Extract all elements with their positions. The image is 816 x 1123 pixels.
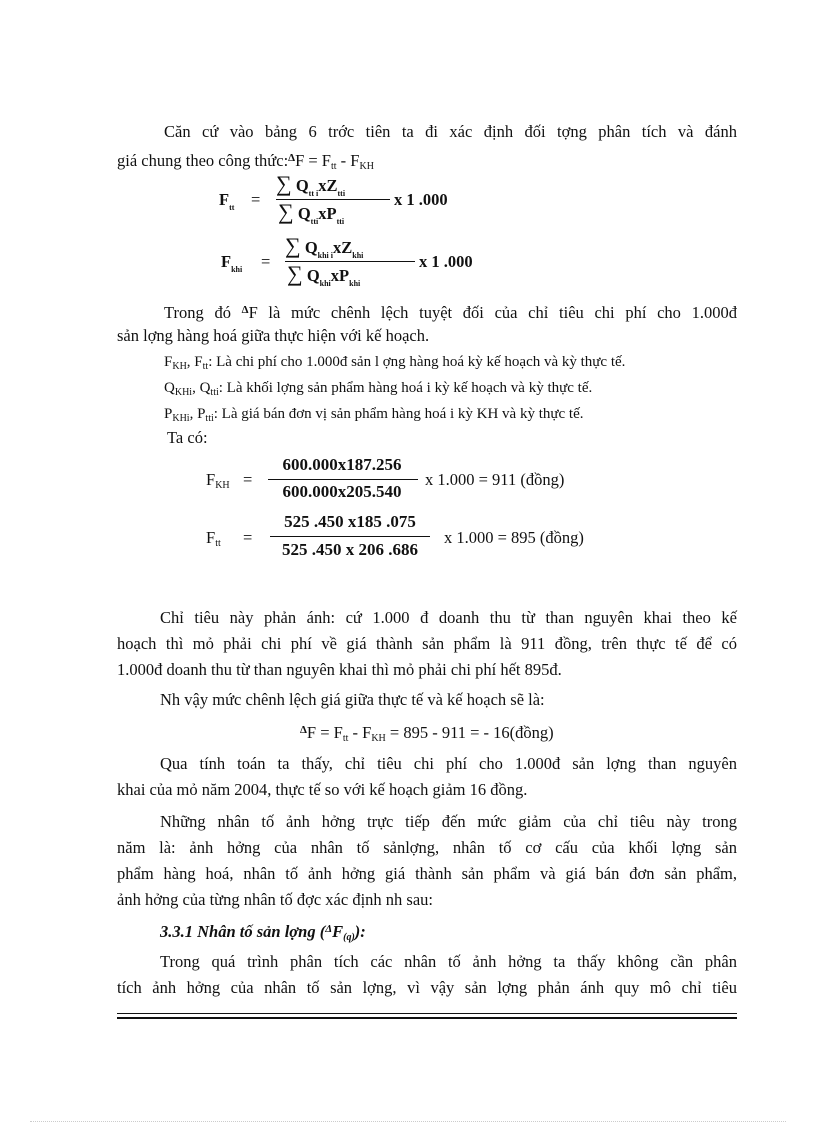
ta-co-label: Ta có: [167,428,208,447]
paragraph-1-line-2: giá chung theo công thức:$^\Delta$F = $F_{tt} - F_{KH}$ [117,151,374,172]
calc-fkh-lhs: $F_{KH}$ [206,470,230,491]
formula-ftt-eq: = [251,190,261,209]
paragraph-3-line-2: hoạch thì mỏ phải chi phí về giá thành sản phẩm là 911 đồng, trên thực tế để có [117,634,737,653]
paragraph-3-line-1: Chỉ tiêu này phản ánh: cứ 1.000 đ doanh thu từ than nguyên khai theo kế [160,608,737,627]
formula-fkh-eq: = [261,252,271,271]
paragraph-6-line-4: ảnh hởng của từng nhân tố đợc xác định nh sau: [117,890,433,909]
calc-ftt-numerator: 525 .450 x185 .075 [284,512,416,531]
formula-fkh-bar [285,261,415,262]
formula-ftt-lhs: $F_{tt}$ [219,190,235,212]
paragraph-1-line-1: Căn cứ vào bảng 6 trớc tiên ta đi xác định đối tợng phân tích và đánh [164,122,737,141]
calc-ftt-denominator: 525 .450 x 206 .686 [282,540,418,559]
paragraph-3-line-3: 1.000đ doanh thu từ than nguyên khai thì mỏ phải chi phí hết 895đ. [117,660,562,679]
paragraph-6-line-2: năm là: ảnh hởng của nhân tố sảnlợng, nhân tố cơ cấu của khối lợng sản [117,838,737,857]
calc-ftt-lhs: $F_{tt}$ [206,528,221,549]
paragraph-4: Nh vậy mức chênh lệch giá giữa thực tế và kế hoạch sẽ là: [160,690,545,709]
formula-fkh-numerator: ∑ $Q_{khi i}xZ_{khi}$ [285,233,364,260]
formula-ftt-numerator: ∑ $Q_{tt i}xZ_{tti}$ [276,171,346,198]
page-bottom-border [30,1121,786,1122]
calc-fkh-result: x 1.000 = 911 (đồng) [425,470,565,489]
paragraph-6-line-1: Những nhân tố ảnh hởng trực tiếp đến mức giảm của chỉ tiêu này trong [160,812,737,831]
formula-fkh-denominator: ∑ $Q_{khi}xP_{khi}$ [287,261,361,288]
section-heading-3-3-1: 3.3.1 Nhân tố sản lợng $(^\Delta F_{(q)})$: [160,922,366,943]
footer-rule-top [117,1013,737,1014]
formula-fkh-multiplier: x 1 .000 [419,252,473,271]
calc-fkh-denominator: 600.000x205.540 [282,482,402,501]
calc-fkh-eq: = [243,470,253,489]
paragraph-2-line-1: Trong đó $^\Delta$F là mức chênh lệch tuyệt đối của chỉ tiêu chi phí cho 1.000đ [164,303,737,322]
delta-symbol: Δ [288,152,296,164]
calc-ftt-result: x 1.000 = 895 (đồng) [444,528,584,547]
paragraph-5-line-2: khai của mỏ năm 2004, thực tế so với kế hoạch giảm 16 đồng. [117,780,528,799]
definition-q: $Q_{KHi}$, $Q_{tti}$: Là khối lợng sản phẩm hàng hoá i kỳ kế hoạch và kỳ thực tế. [164,380,593,398]
formula-ftt-denominator: ∑ $Q_{tti}xP_{tti}$ [278,199,345,226]
difference-formula: $^\Delta F = F_{tt} - F_{KH} = 895 - 911$ = - 16(đồng) [300,723,554,744]
definition-p: $P_{KHi}$, $P_{tti}$: Là giá bán đơn vị sản phẩm hàng hoá i kỳ KH và kỳ thực tế. [164,406,584,424]
paragraph-6-line-3: phẩm hàng hoá, nhân tố ảnh hởng giá thành sản phẩm và giá bán đơn sản phẩm, [117,864,737,883]
definition-f: $F_{KH}$, $F_{tt}$: Là chi phí cho 1.000đ sản l ợng hàng hoá kỳ kế hoạch và kỳ thực tế. [164,354,626,372]
paragraph-5-line-1: Qua tính toán ta thấy, chỉ tiêu chi phí cho 1.000đ sản lợng than nguyên [160,754,737,773]
formula-fkh-lhs: $F_{khi}$ [221,252,243,274]
footer-rule-bottom [117,1017,737,1019]
paragraph-7-line-2: tích ảnh hởng của nhân tố sản lợng, vì vậy sản lợng phản ánh quy mô chỉ tiêu [117,978,737,997]
calc-fkh-numerator: 600.000x187.256 [282,455,402,474]
paragraph-2-line-2: sản lợng hàng hoá giữa thực hiện với kế hoạch. [117,326,430,345]
paragraph-7-line-1: Trong quá trình phân tích các nhân tố ảnh hởng ta thấy không cần phân [160,952,737,971]
formula-ftt-multiplier: x 1 .000 [394,190,448,209]
calc-ftt-bar [270,536,430,537]
calc-ftt-eq: = [243,528,253,547]
calc-fkh-bar [268,479,418,480]
